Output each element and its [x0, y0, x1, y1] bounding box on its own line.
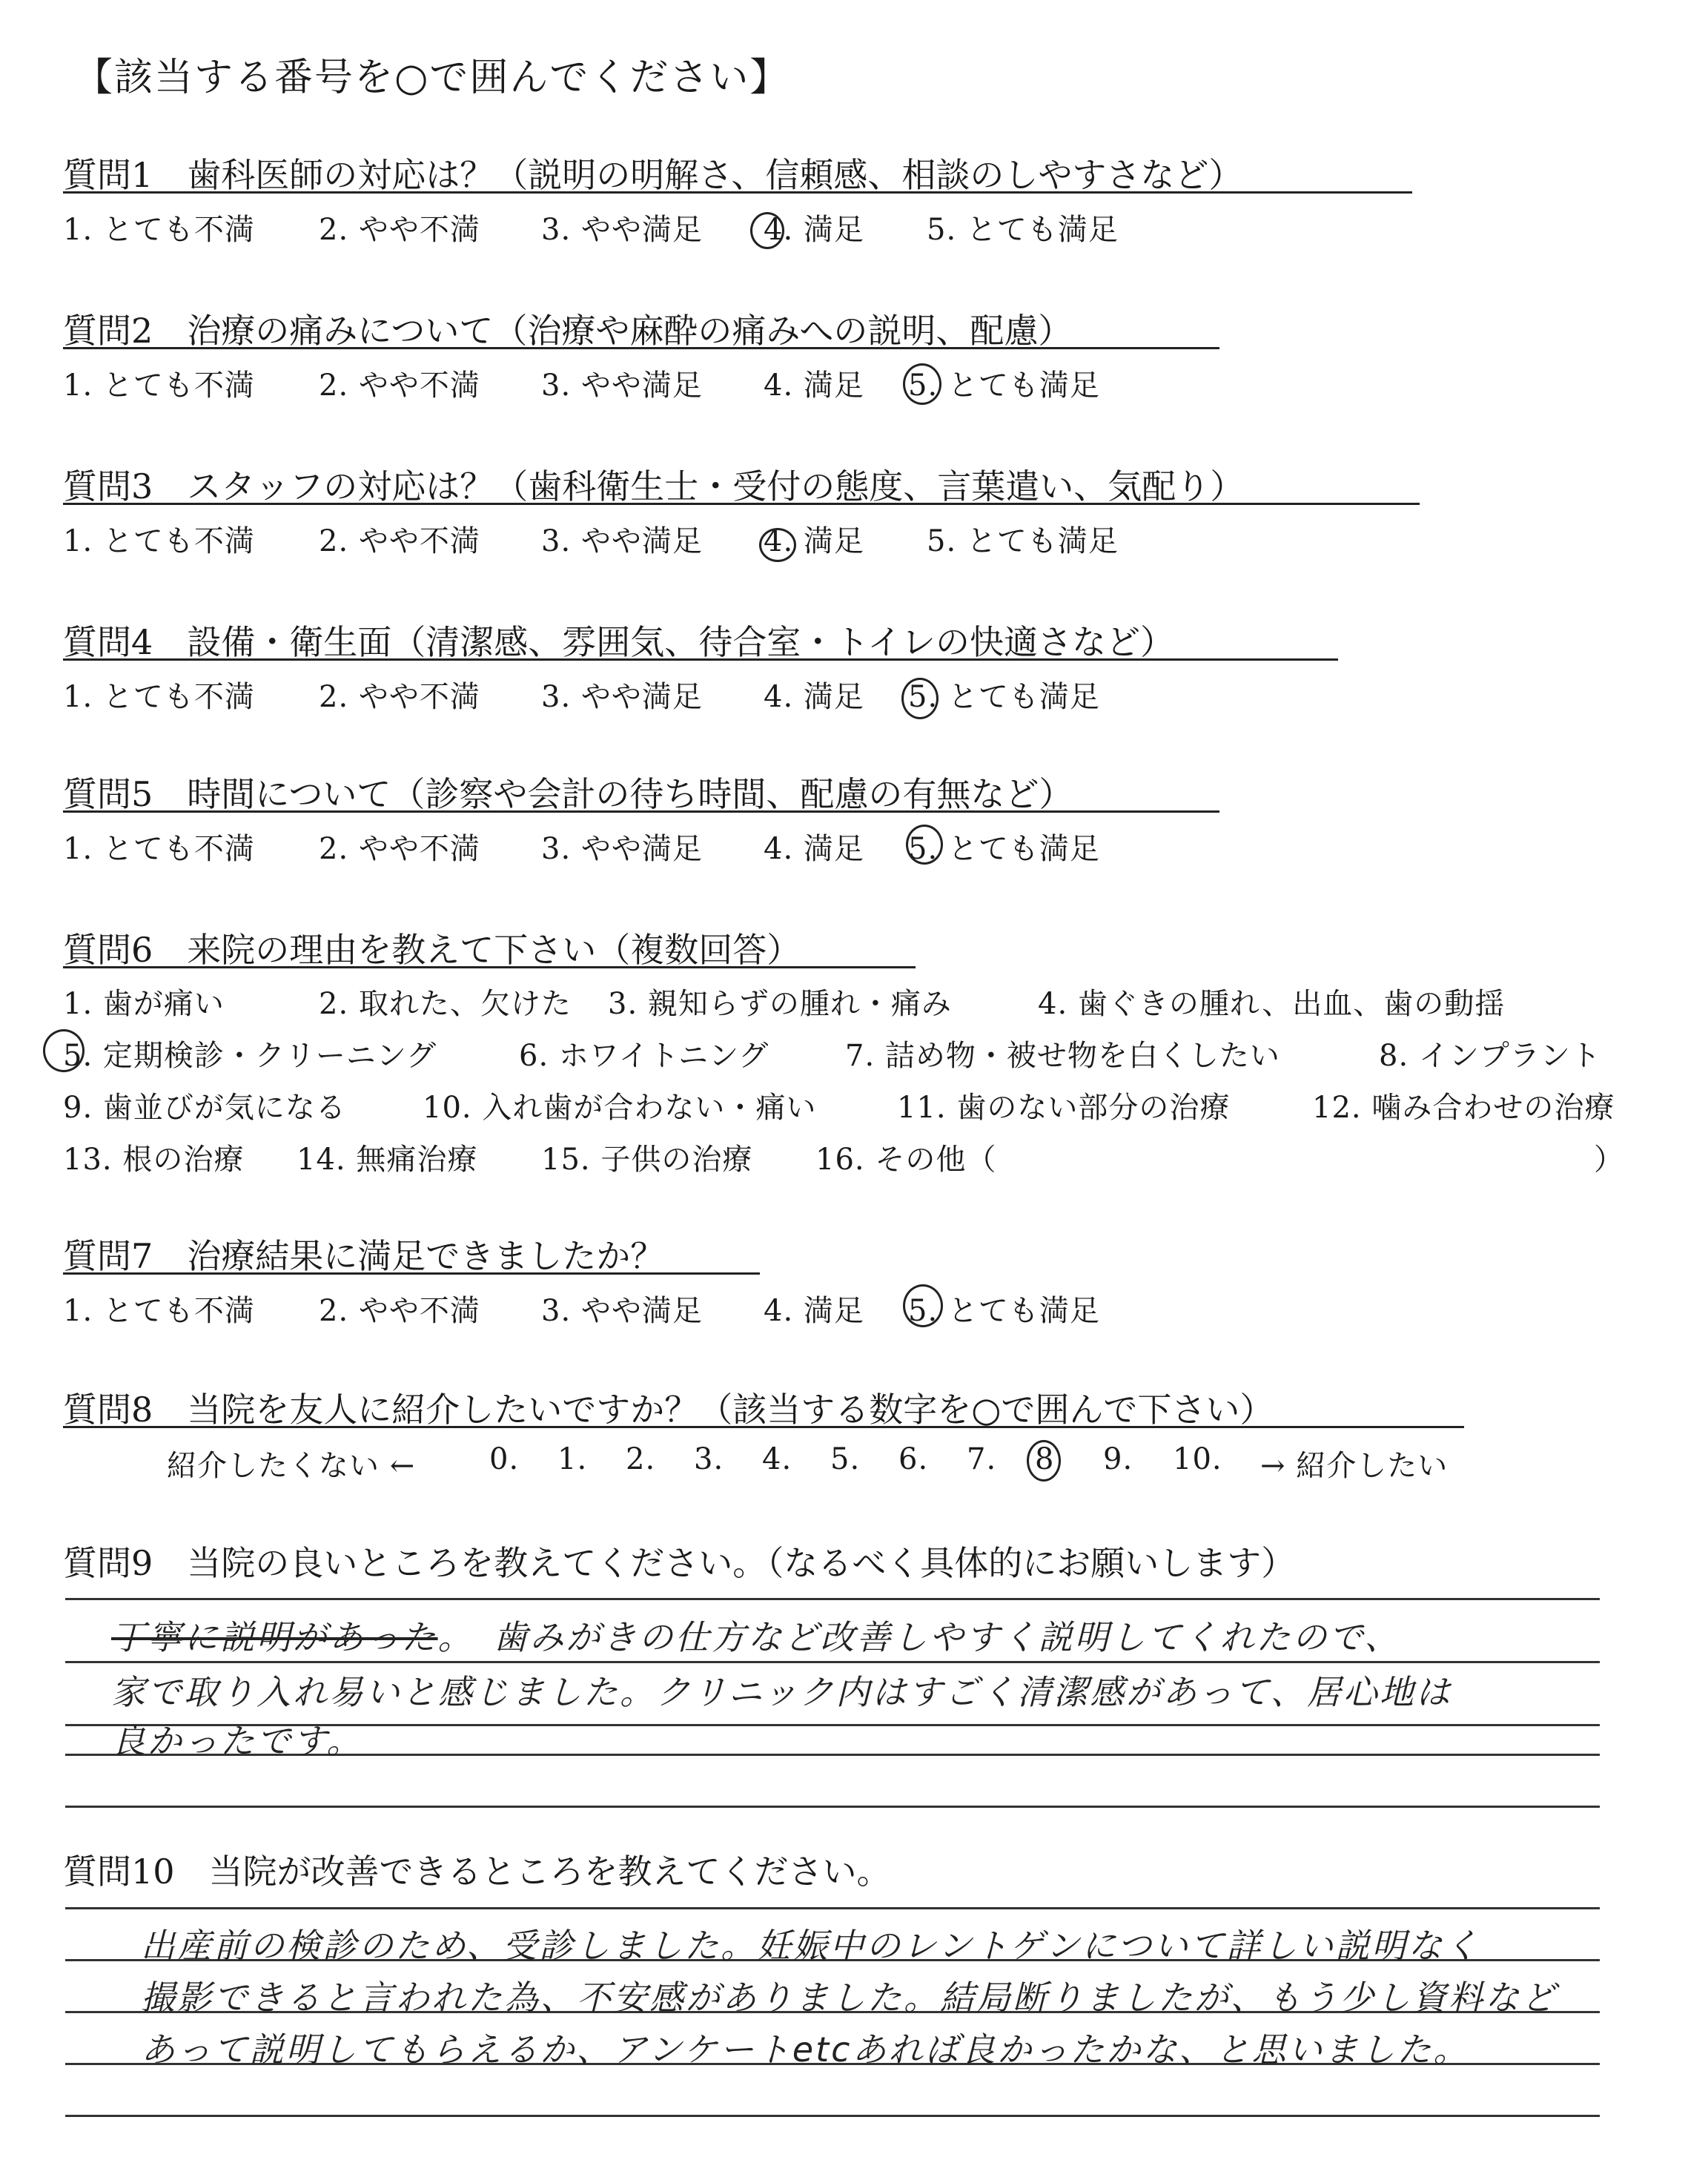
q9-struck-text: 丁寧に説明があった [111, 1617, 438, 1657]
q10-answer-line-3[interactable]: あって説明してもらえるか、アンケートetcあれば良かったかな、と思いました。 [141, 2029, 1470, 2070]
q3-selected-circle [759, 528, 796, 562]
q4-selected-circle [901, 678, 939, 719]
q5-selected-circle [906, 825, 943, 865]
q3-underline [63, 503, 1420, 505]
q4-option-5[interactable]: 5. とても満足 [908, 680, 1100, 714]
form-heading: 【該当する番号を○で囲んでください】 [74, 56, 790, 100]
q2-option-4[interactable]: 4. 満足 [764, 369, 864, 403]
q8-left-label: 紹介したくない ← [167, 1449, 416, 1483]
q6-reason-7[interactable]: 7. 詰め物・被せ物を白くしたい [845, 1039, 1280, 1073]
q6-reason-2[interactable]: 2. 取れた、欠けた [319, 987, 572, 1021]
q6-reason-10[interactable]: 10. 入れ歯が合わない・痛い [423, 1091, 817, 1125]
q5-option-2[interactable]: 2. やや不満 [319, 832, 480, 866]
q8-score-10[interactable]: 10. [1173, 1442, 1222, 1476]
q9-answer-rule-5 [65, 1806, 1600, 1808]
q5-option-3[interactable]: 3. やや満足 [541, 832, 703, 866]
q2-option-5[interactable]: 5. とても満足 [908, 369, 1100, 403]
q5-underline [63, 810, 1219, 813]
q1-title: 質問1 歯科医師の対応は？（説明の明解さ、信頼感、相談のしやすさなど） [63, 155, 1243, 195]
q8-underline [63, 1426, 1464, 1428]
q10-answer-rule-5 [65, 2115, 1600, 2117]
q6-reason-3[interactable]: 3. 親知らずの腫れ・痛み [608, 987, 952, 1021]
q3-option-4[interactable]: 4. 満足 [764, 524, 864, 558]
q7-option-1[interactable]: 1. とても不満 [63, 1294, 255, 1328]
q4-option-4[interactable]: 4. 満足 [764, 680, 864, 714]
q10-answer-rule-1 [65, 1907, 1600, 1909]
q4-option-2[interactable]: 2. やや不満 [319, 680, 480, 714]
q2-title: 質問2 治療の痛みについて（治療や麻酔の痛みへの説明、配慮） [63, 311, 1073, 351]
q10-answer-line-1[interactable]: 出産前の検診のため、受診しました。妊娠中のレントゲンについて詳しい説明なく [141, 1926, 1481, 1966]
q8-score-4[interactable]: 4. [762, 1442, 792, 1476]
q8-score-0[interactable]: 0. [489, 1442, 520, 1476]
q5-option-5[interactable]: 5. とても満足 [908, 832, 1100, 866]
q5-option-1[interactable]: 1. とても不満 [63, 832, 255, 866]
q4-underline [63, 658, 1338, 661]
q9-answer-line-2[interactable]: 家で取り入れ易いと感じました。クリニック内はすごく清潔感があって、居心地は [111, 1672, 1452, 1712]
q6-reason-6[interactable]: 6. ホワイトニング [519, 1039, 769, 1073]
q3-option-5[interactable]: 5. とても満足 [927, 524, 1119, 558]
q9-answer-rule-1 [65, 1598, 1600, 1600]
q7-underline [63, 1272, 760, 1275]
q4-option-3[interactable]: 3. やや満足 [541, 680, 703, 714]
q10-answer-line-2[interactable]: 撮影できると言われた為、不安感がありました。結局断りましたが、もう少し資料など [141, 1978, 1558, 2018]
q1-option-4[interactable]: 4. 満足 [764, 213, 864, 247]
q6-reason-8[interactable]: 8. インプラント [1379, 1039, 1601, 1073]
q7-option-4[interactable]: 4. 満足 [764, 1294, 864, 1328]
q3-option-1[interactable]: 1. とても不満 [63, 524, 255, 558]
q9-answer-line-1[interactable] [111, 1611, 1401, 1659]
q1-option-2[interactable]: 2. やや不満 [319, 213, 480, 247]
q1-option-3[interactable]: 3. やや満足 [541, 213, 703, 247]
q7-option-5[interactable]: 5. とても満足 [908, 1294, 1100, 1328]
q7-title: 質問7 治療結果に満足できましたか？ [63, 1236, 665, 1276]
q6-reason-13[interactable]: 13. 根の治療 [63, 1143, 245, 1177]
q6-reason-15[interactable]: 15. 子供の治療 [541, 1143, 753, 1177]
q6-underline [63, 966, 916, 968]
q6-reason-11[interactable]: 11. 歯のない部分の治療 [897, 1091, 1231, 1125]
q2-underline [63, 347, 1219, 349]
q1-option-5[interactable]: 5. とても満足 [927, 213, 1119, 247]
q6-reason-16[interactable]: 16. その他（ [815, 1143, 997, 1177]
q8-score-7[interactable]: 7. [967, 1442, 997, 1476]
q1-option-1[interactable]: 1. とても不満 [63, 213, 255, 247]
q1-selected-circle [750, 212, 784, 249]
q8-right-label: → 紹介したい [1260, 1449, 1449, 1483]
q7-option-3[interactable]: 3. やや満足 [541, 1294, 703, 1328]
q6-reason-4[interactable]: 4. 歯ぐきの腫れ、出血、歯の動揺 [1038, 987, 1506, 1021]
q7-option-2[interactable]: 2. やや不満 [319, 1294, 480, 1328]
q6-reason-9[interactable]: 9. 歯並びが気になる [63, 1091, 346, 1125]
q6-reason-14[interactable]: 14. 無痛治療 [297, 1143, 478, 1177]
q8-title: 質問8 当院を友人に紹介したいですか？（該当する数字を○で囲んで下さい） [63, 1390, 1274, 1430]
q5-title: 質問5 時間について（診察や会計の待ち時間、配慮の有無など） [63, 774, 1073, 814]
q2-option-2[interactable]: 2. やや不満 [319, 369, 480, 403]
q2-selected-circle [903, 363, 941, 405]
q9-title: 質問9 当院の良いところを教えてください。（なるべく具体的にお願いします） [63, 1543, 1296, 1583]
q6-title: 質問6 来院の理由を教えて下さい（複数回答） [63, 930, 801, 970]
q1-underline [63, 191, 1412, 194]
q4-title: 質問4 設備・衛生面（清潔感、雰囲気、待合室・トイレの快適さなど） [63, 622, 1174, 662]
q6-reason-12[interactable]: 12. 噛み合わせの治療 [1312, 1091, 1615, 1125]
q8-score-6[interactable]: 6. [898, 1442, 929, 1476]
q6-reason-5[interactable]: 5. 定期検診・クリーニング [63, 1039, 437, 1073]
q8-score-1[interactable]: 1. [557, 1442, 588, 1476]
q8-score-5[interactable]: 5. [830, 1442, 861, 1476]
q6-selected-circle [43, 1029, 85, 1072]
q3-option-2[interactable]: 2. やや不満 [319, 524, 480, 558]
q7-selected-circle [903, 1284, 943, 1327]
q10-title: 質問10 当院が改善できるところを教えてください。 [63, 1852, 891, 1892]
q6-other-close-paren: ） [1594, 1143, 1624, 1177]
q2-option-1[interactable]: 1. とても不満 [63, 369, 255, 403]
q8-score-8[interactable]: 8 [1035, 1442, 1055, 1476]
q4-option-1[interactable]: 1. とても不満 [63, 680, 255, 714]
q2-option-3[interactable]: 3. やや満足 [541, 369, 703, 403]
q9-answer-line-3[interactable]: 良かったです。 [111, 1721, 363, 1761]
q9-answer-text-1: 。 歯みがきの仕方など改善しやすく説明してくれたので、 [437, 1617, 1401, 1657]
q8-score-2[interactable]: 2. [626, 1442, 656, 1476]
q3-option-3[interactable]: 3. やや満足 [541, 524, 703, 558]
q3-title: 質問3 スタッフの対応は？（歯科衛生士・受付の態度、言葉遣い、気配り） [63, 466, 1245, 506]
q8-score-9[interactable]: 9. [1103, 1442, 1133, 1476]
q9-answer-rule-2 [65, 1661, 1600, 1663]
q6-reason-1[interactable]: 1. 歯が痛い [63, 987, 225, 1021]
q8-score-3[interactable]: 3. [694, 1442, 724, 1476]
q8-selected-circle [1027, 1440, 1061, 1482]
q5-option-4[interactable]: 4. 満足 [764, 832, 864, 866]
